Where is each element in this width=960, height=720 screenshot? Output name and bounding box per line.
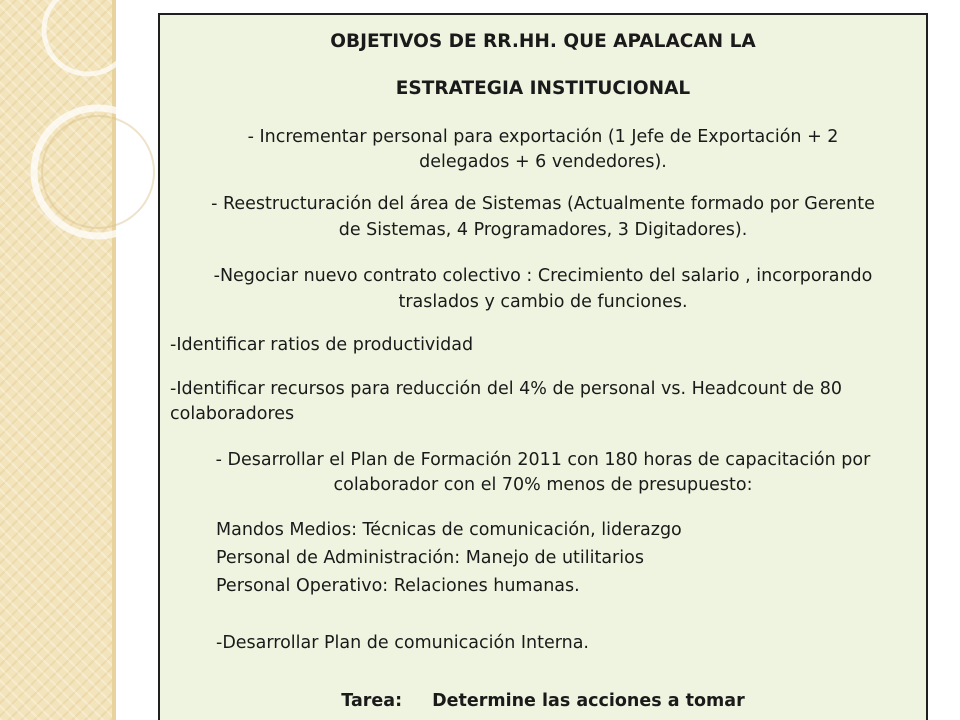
training-topic: Relaciones humanas. [393,576,580,596]
training-topic: Manejo de utilitarios [465,548,644,568]
task-footer [160,689,926,714]
ring-small [44,0,132,74]
ring-inner [42,116,154,228]
objectives-panel [158,13,928,720]
decorative-rings [0,0,160,300]
training-group: Mandos Medios: [216,520,357,540]
objective-1-line-2: delegados + 6 vendedores). [419,152,667,172]
objective-6-line-2: colaborador con el 70% menos de presupuesto: [333,475,753,495]
objective-5-line-2: colaboradores [170,404,295,424]
training-group: Personal Operativo: [216,576,389,596]
objective-5-line-1: -Identificar recursos para reducción del 4% de personal vs. Headcount de 80 [170,379,843,399]
objective-6-line-1: - Desarrollar el Plan de Formación 2011 con 180 horas de capacitación por [215,450,871,470]
training-group: Personal de Administración: [216,548,461,568]
objective-3-line-2: traslados y cambio de funciones. [398,292,688,312]
task-text: Determine las acciones a tomar [432,691,745,711]
training-item [216,574,926,599]
objective-1-line-1: - Incrementar personal para exportación (1 Jefe de Exportación + 2 [247,127,839,147]
training-item [216,546,926,571]
task-label: Tarea: [341,691,403,711]
objective-4-line-1: -Identificar ratios de productividad [170,335,474,355]
communication-plan: -Desarrollar Plan de comunicación Interna. [216,633,589,653]
objective-2-line-2: de Sistemas, 4 Programadores, 3 Digitadores). [338,220,748,240]
objective-3-line-1: -Negociar nuevo contrato colectivo : Crecimiento del salario , incorporando [213,266,873,286]
title-line-1: OBJETIVOS DE RR.HH. QUE APALACAN LA [330,31,756,52]
training-item [216,518,926,543]
objective-2-line-1: - Reestructuración del área de Sistemas (Actualmente formado por Gerente [211,194,875,214]
training-topic: Técnicas de comunicación, liderazgo [362,520,682,540]
title-line-2: ESTRATEGIA INSTITUCIONAL [395,78,691,99]
ring-large [34,108,160,236]
